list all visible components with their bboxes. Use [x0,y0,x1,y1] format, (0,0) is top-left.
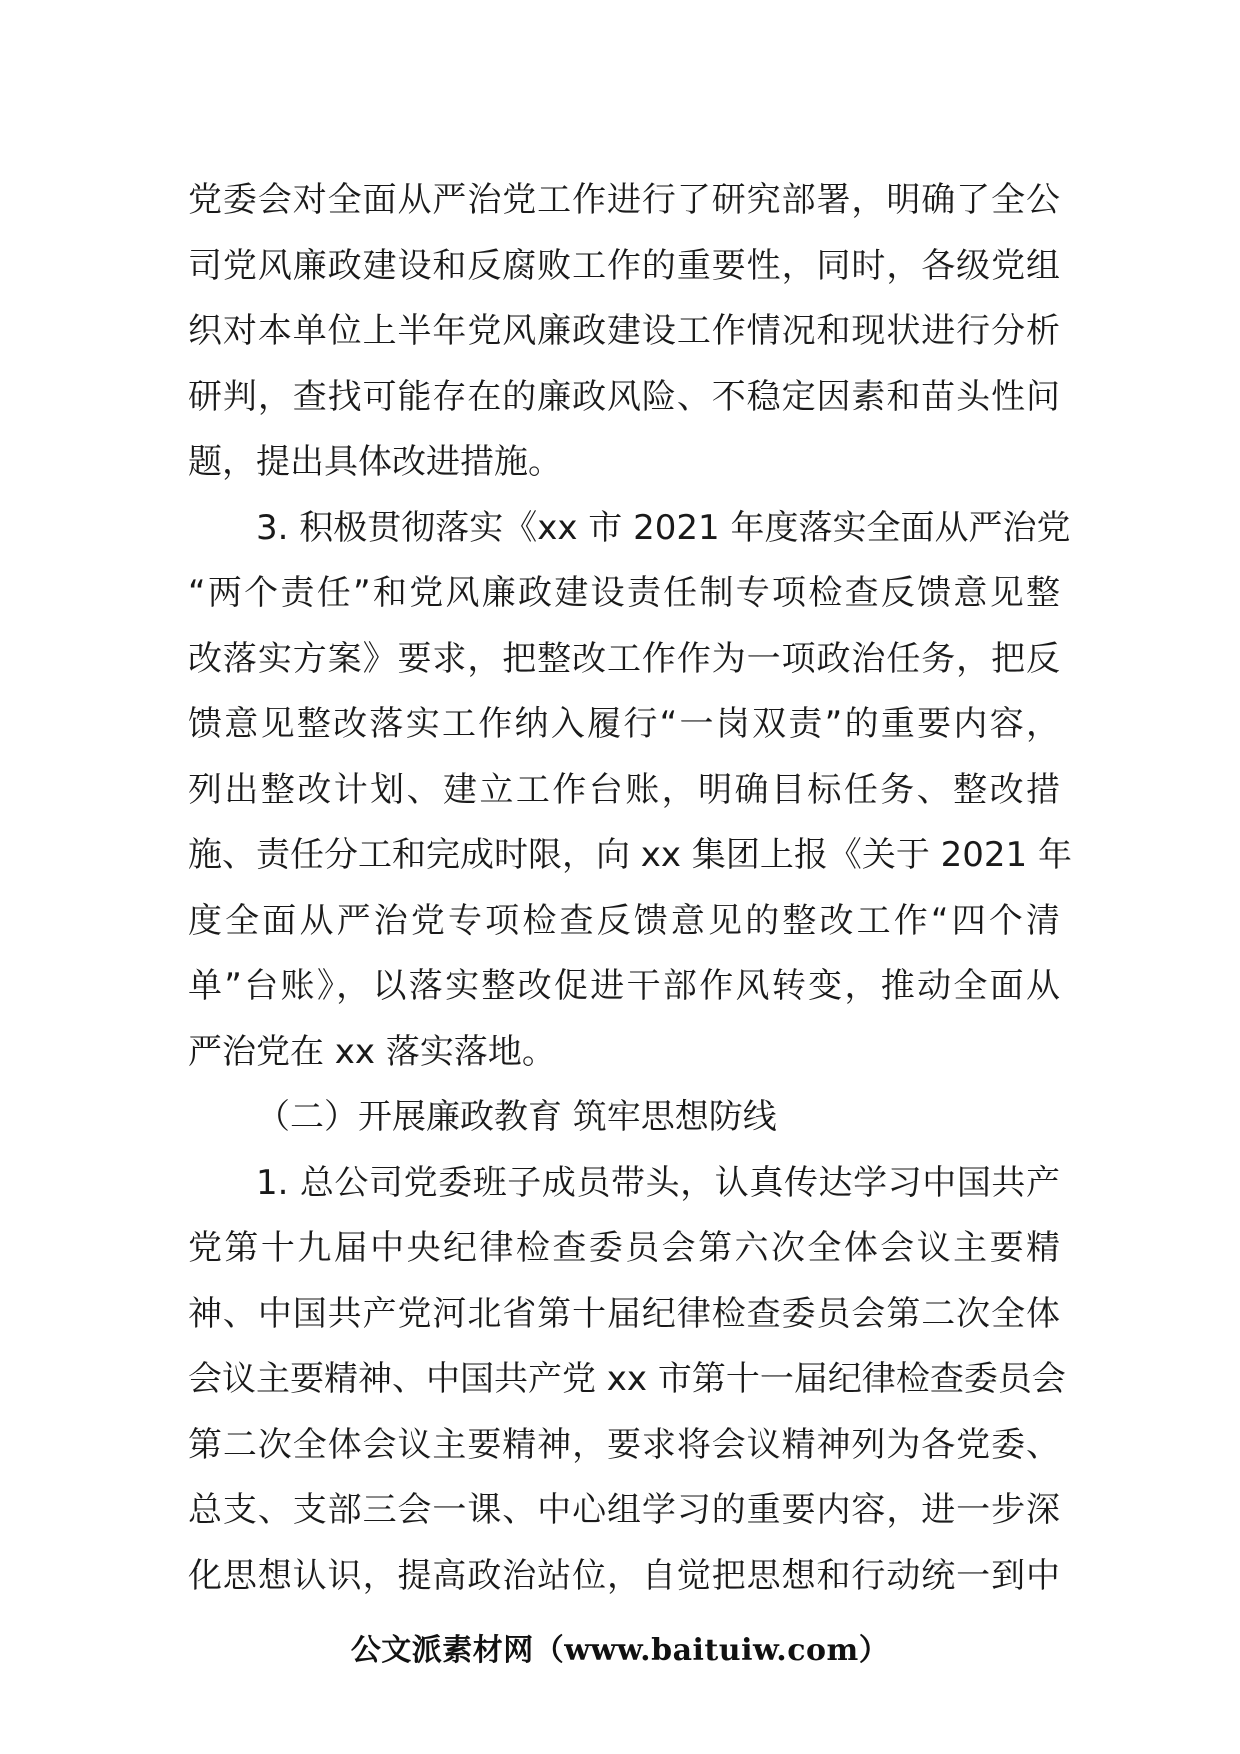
text-line: 单”台账》，以落实整改促进干部作风转变，推动全面从 [188,966,1060,1006]
text-line: 党第十九届中央纪律检查委员会第六次全体会议主要精 [188,1228,1060,1268]
text-line: 题，提出具体改进措施。 [188,442,562,482]
text-line: 1. 总公司党委班子成员带头，认真传达学习中国共产 [256,1162,1060,1203]
text-line: 列出整改计划、建立工作台账，明确目标任务、整改措 [188,769,1060,810]
text-line: 改落实方案》要求，把整改工作作为一项政治任务，把反 [188,638,1060,679]
text-line: 织对本单位上半年党风廉政建设工作情况和现状进行分析 [188,311,1060,351]
text-line: 第二次全体会议主要精神，要求将会议精神列为各党委、 [188,1424,1060,1465]
text-line: 施、责任分工和完成时限，向 xx 集团上报《关于 2021 年 [188,835,1072,875]
text-line: “两个责任”和党风廉政建设责任制专项检查反馈意见整 [188,573,1060,613]
text-line: 严治党在 xx 落实落地。 [188,1031,556,1072]
text-line: 神、中国共产党河北省第十届纪律检查委员会第二次全体 [188,1293,1060,1334]
text-line: 3. 积极贯彻落实《xx 市 2021 年度落实全面从严治党 [256,507,1071,548]
text-line: 化思想认识，提高政治站位，自觉把思想和行动统一到中 [188,1555,1060,1596]
section-heading: （二）开展廉政教育 筑牢思想防线 [256,1097,777,1137]
document-body [188,168,1072,1609]
footer-watermark: 公文派素材网（www.baituiw.com） [350,1633,890,1668]
text-line: 研判，查找可能存在的廉政风险、不稳定因素和苗头性问 [188,376,1060,417]
text-line: 司党风廉政建设和反腐败工作的重要性，同时，各级党组 [188,245,1060,286]
text-line: 度全面从严治党专项检查反馈意见的整改工作“四个清 [188,900,1060,941]
text-line: 馈意见整改落实工作纳入履行“一岗双责”的重要内容， [188,704,1060,744]
text-line: 会议主要精神、中国共产党 xx 市第十一届纪律检查委员会 [188,1359,1066,1399]
text-line: 总支、支部三会一课、中心组学习的重要内容，进一步深 [188,1490,1060,1530]
text-line: 党委会对全面从严治党工作进行了研究部署，明确了全公 [188,180,1060,220]
